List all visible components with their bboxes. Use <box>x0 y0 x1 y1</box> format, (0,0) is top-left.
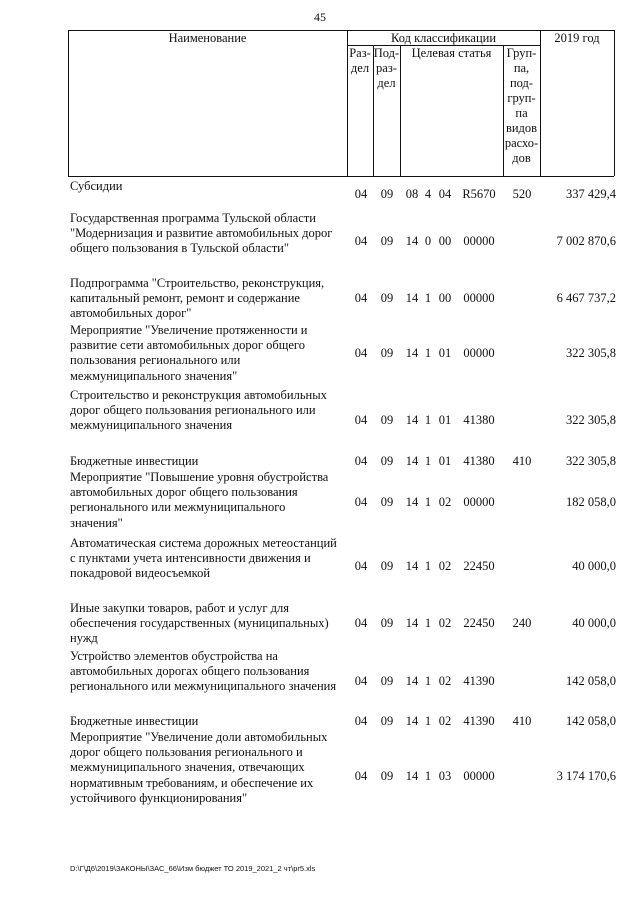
header-podrazdel: Под- раз- дел <box>373 46 400 90</box>
cell-direction: 00000 <box>463 346 495 360</box>
cell-razdel: 04 <box>354 674 368 688</box>
cell-measure: 01 <box>438 413 452 427</box>
row-name: Устройство элементов обустройства на автомобильных дорогах общего пользования регионального или межмуниципального значения <box>70 649 337 694</box>
cell-amount: 142 058,0 <box>566 674 616 688</box>
cell-measure: 01 <box>438 346 452 360</box>
cell-program: 14 <box>405 616 419 630</box>
cell-expense-type: 520 <box>512 187 532 201</box>
cell-direction: 22450 <box>463 559 495 573</box>
cell-measure: 02 <box>438 714 452 728</box>
cell-razdel: 04 <box>354 291 368 305</box>
cell-program: 14 <box>405 234 419 248</box>
cell-direction: 41380 <box>463 454 495 468</box>
row-name: Субсидии <box>70 179 123 193</box>
cell-razdel: 04 <box>354 559 368 573</box>
header-year: 2019 год <box>554 31 600 45</box>
header-group: Груп- па, под- груп- па видов расхо- дов <box>504 46 539 165</box>
cell-measure: 02 <box>438 495 452 509</box>
row-name: Строительство и реконструкция автомобильных дорог общего пользования регионального или межмуниципального значения <box>70 388 327 433</box>
cell-amount: 3 174 170,6 <box>556 769 616 783</box>
header-target: Целевая статья <box>411 46 492 60</box>
row-name: Подпрограмма "Строительство, реконструкция, капитальный ремонт, ремонт и содержание автомобильных дорог" <box>70 276 325 321</box>
cell-podrazdel: 09 <box>380 454 394 468</box>
cell-measure: 01 <box>438 454 452 468</box>
cell-podrazdel: 09 <box>380 495 394 509</box>
cell-subprogram: 1 <box>424 616 432 630</box>
cell-measure: 03 <box>438 769 452 783</box>
cell-direction: 41390 <box>463 674 495 688</box>
row-name: Бюджетные инвестиции <box>70 454 199 468</box>
cell-podrazdel: 09 <box>380 346 394 360</box>
cell-podrazdel: 09 <box>380 559 394 573</box>
cell-subprogram: 1 <box>424 714 432 728</box>
cell-direction: 00000 <box>463 495 495 509</box>
cell-measure: 02 <box>438 616 452 630</box>
cell-subprogram: 1 <box>424 559 432 573</box>
cell-podrazdel: 09 <box>380 674 394 688</box>
cell-direction: 00000 <box>463 769 495 783</box>
cell-subprogram: 1 <box>424 495 432 509</box>
cell-expense-type: 410 <box>512 714 532 728</box>
cell-razdel: 04 <box>354 346 368 360</box>
cell-program: 14 <box>405 714 419 728</box>
row-name: Иные закупки товаров, работ и услуг для обеспечения государственных (муниципальных) нужд <box>70 601 329 646</box>
cell-amount: 40 000,0 <box>572 616 616 630</box>
cell-razdel: 04 <box>354 616 368 630</box>
header-razdel: Раз- дел <box>349 46 371 75</box>
cell-measure: 00 <box>438 291 452 305</box>
cell-direction: 00000 <box>463 291 495 305</box>
cell-program: 08 <box>405 187 419 201</box>
cell-podrazdel: 09 <box>380 187 394 201</box>
cell-amount: 142 058,0 <box>566 714 616 728</box>
cell-program: 14 <box>405 291 419 305</box>
row-name: Автоматическая система дорожных метеостанций с пунктами учета интенсивности движения и покадровой видеосъемкой <box>70 536 337 581</box>
row-name: Мероприятие "Увеличение доли автомобильных дорог общего пользования регионального и межмуниципального значения, отвечающих нормативным требованиям, и обеспечение их устойчивого функционирования" <box>70 730 328 805</box>
cell-direction: R5670 <box>462 187 496 201</box>
cell-measure: 00 <box>438 234 452 248</box>
cell-podrazdel: 09 <box>380 413 394 427</box>
cell-program: 14 <box>405 495 419 509</box>
file-path-footer: D:\Г\Д6\2019\ЗАКОНЫ\ЗАС_66\Изм бюджет ТО 2019_2021_2 чт\pr5.xls <box>70 864 316 873</box>
cell-program: 14 <box>405 559 419 573</box>
cell-podrazdel: 09 <box>380 616 394 630</box>
row-name: Мероприятие "Повышение уровня обустройства автомобильных дорог общего пользования регионального или межмуниципального значения" <box>70 470 329 530</box>
cell-measure: 02 <box>438 674 452 688</box>
cell-subprogram: 4 <box>424 187 432 201</box>
cell-program: 14 <box>405 454 419 468</box>
cell-measure: 04 <box>438 187 452 201</box>
cell-direction: 00000 <box>463 234 495 248</box>
cell-amount: 322 305,8 <box>566 413 616 427</box>
cell-podrazdel: 09 <box>380 291 394 305</box>
cell-razdel: 04 <box>354 234 368 248</box>
row-name: Государственная программа Тульской области "Модернизация и развитие автомобильных дорог общего пользования в Тульской области" <box>70 211 333 256</box>
cell-direction: 41380 <box>463 413 495 427</box>
cell-amount: 40 000,0 <box>572 559 616 573</box>
cell-subprogram: 0 <box>424 234 432 248</box>
cell-razdel: 04 <box>354 769 368 783</box>
cell-direction: 22450 <box>463 616 495 630</box>
cell-podrazdel: 09 <box>380 769 394 783</box>
cell-subprogram: 1 <box>424 674 432 688</box>
cell-program: 14 <box>405 674 419 688</box>
cell-amount: 7 002 870,6 <box>556 234 616 248</box>
cell-amount: 6 467 737,2 <box>556 291 616 305</box>
cell-razdel: 04 <box>354 454 368 468</box>
header-code: Код классификации <box>390 31 497 45</box>
cell-program: 14 <box>405 413 419 427</box>
cell-program: 14 <box>405 769 419 783</box>
cell-amount: 322 305,8 <box>566 454 616 468</box>
cell-expense-type: 240 <box>512 616 532 630</box>
cell-razdel: 04 <box>354 413 368 427</box>
cell-razdel: 04 <box>354 187 368 201</box>
cell-subprogram: 1 <box>424 454 432 468</box>
cell-razdel: 04 <box>354 495 368 509</box>
page-number: 45 <box>314 10 326 24</box>
cell-program: 14 <box>405 346 419 360</box>
cell-amount: 182 058,0 <box>566 495 616 509</box>
cell-podrazdel: 09 <box>380 714 394 728</box>
header-name: Наименование <box>168 31 247 45</box>
cell-subprogram: 1 <box>424 413 432 427</box>
cell-amount: 337 429,4 <box>566 187 616 201</box>
cell-subprogram: 1 <box>424 291 432 305</box>
row-name: Мероприятие "Увеличение протяженности и развитие сети автомобильных дорог общего пользования регионального или межмуниципального значения" <box>70 323 308 383</box>
cell-expense-type: 410 <box>512 454 532 468</box>
cell-subprogram: 1 <box>424 346 432 360</box>
cell-direction: 41390 <box>463 714 495 728</box>
cell-measure: 02 <box>438 559 452 573</box>
cell-amount: 322 305,8 <box>566 346 616 360</box>
cell-razdel: 04 <box>354 714 368 728</box>
cell-podrazdel: 09 <box>380 234 394 248</box>
row-name: Бюджетные инвестиции <box>70 714 199 728</box>
cell-subprogram: 1 <box>424 769 432 783</box>
